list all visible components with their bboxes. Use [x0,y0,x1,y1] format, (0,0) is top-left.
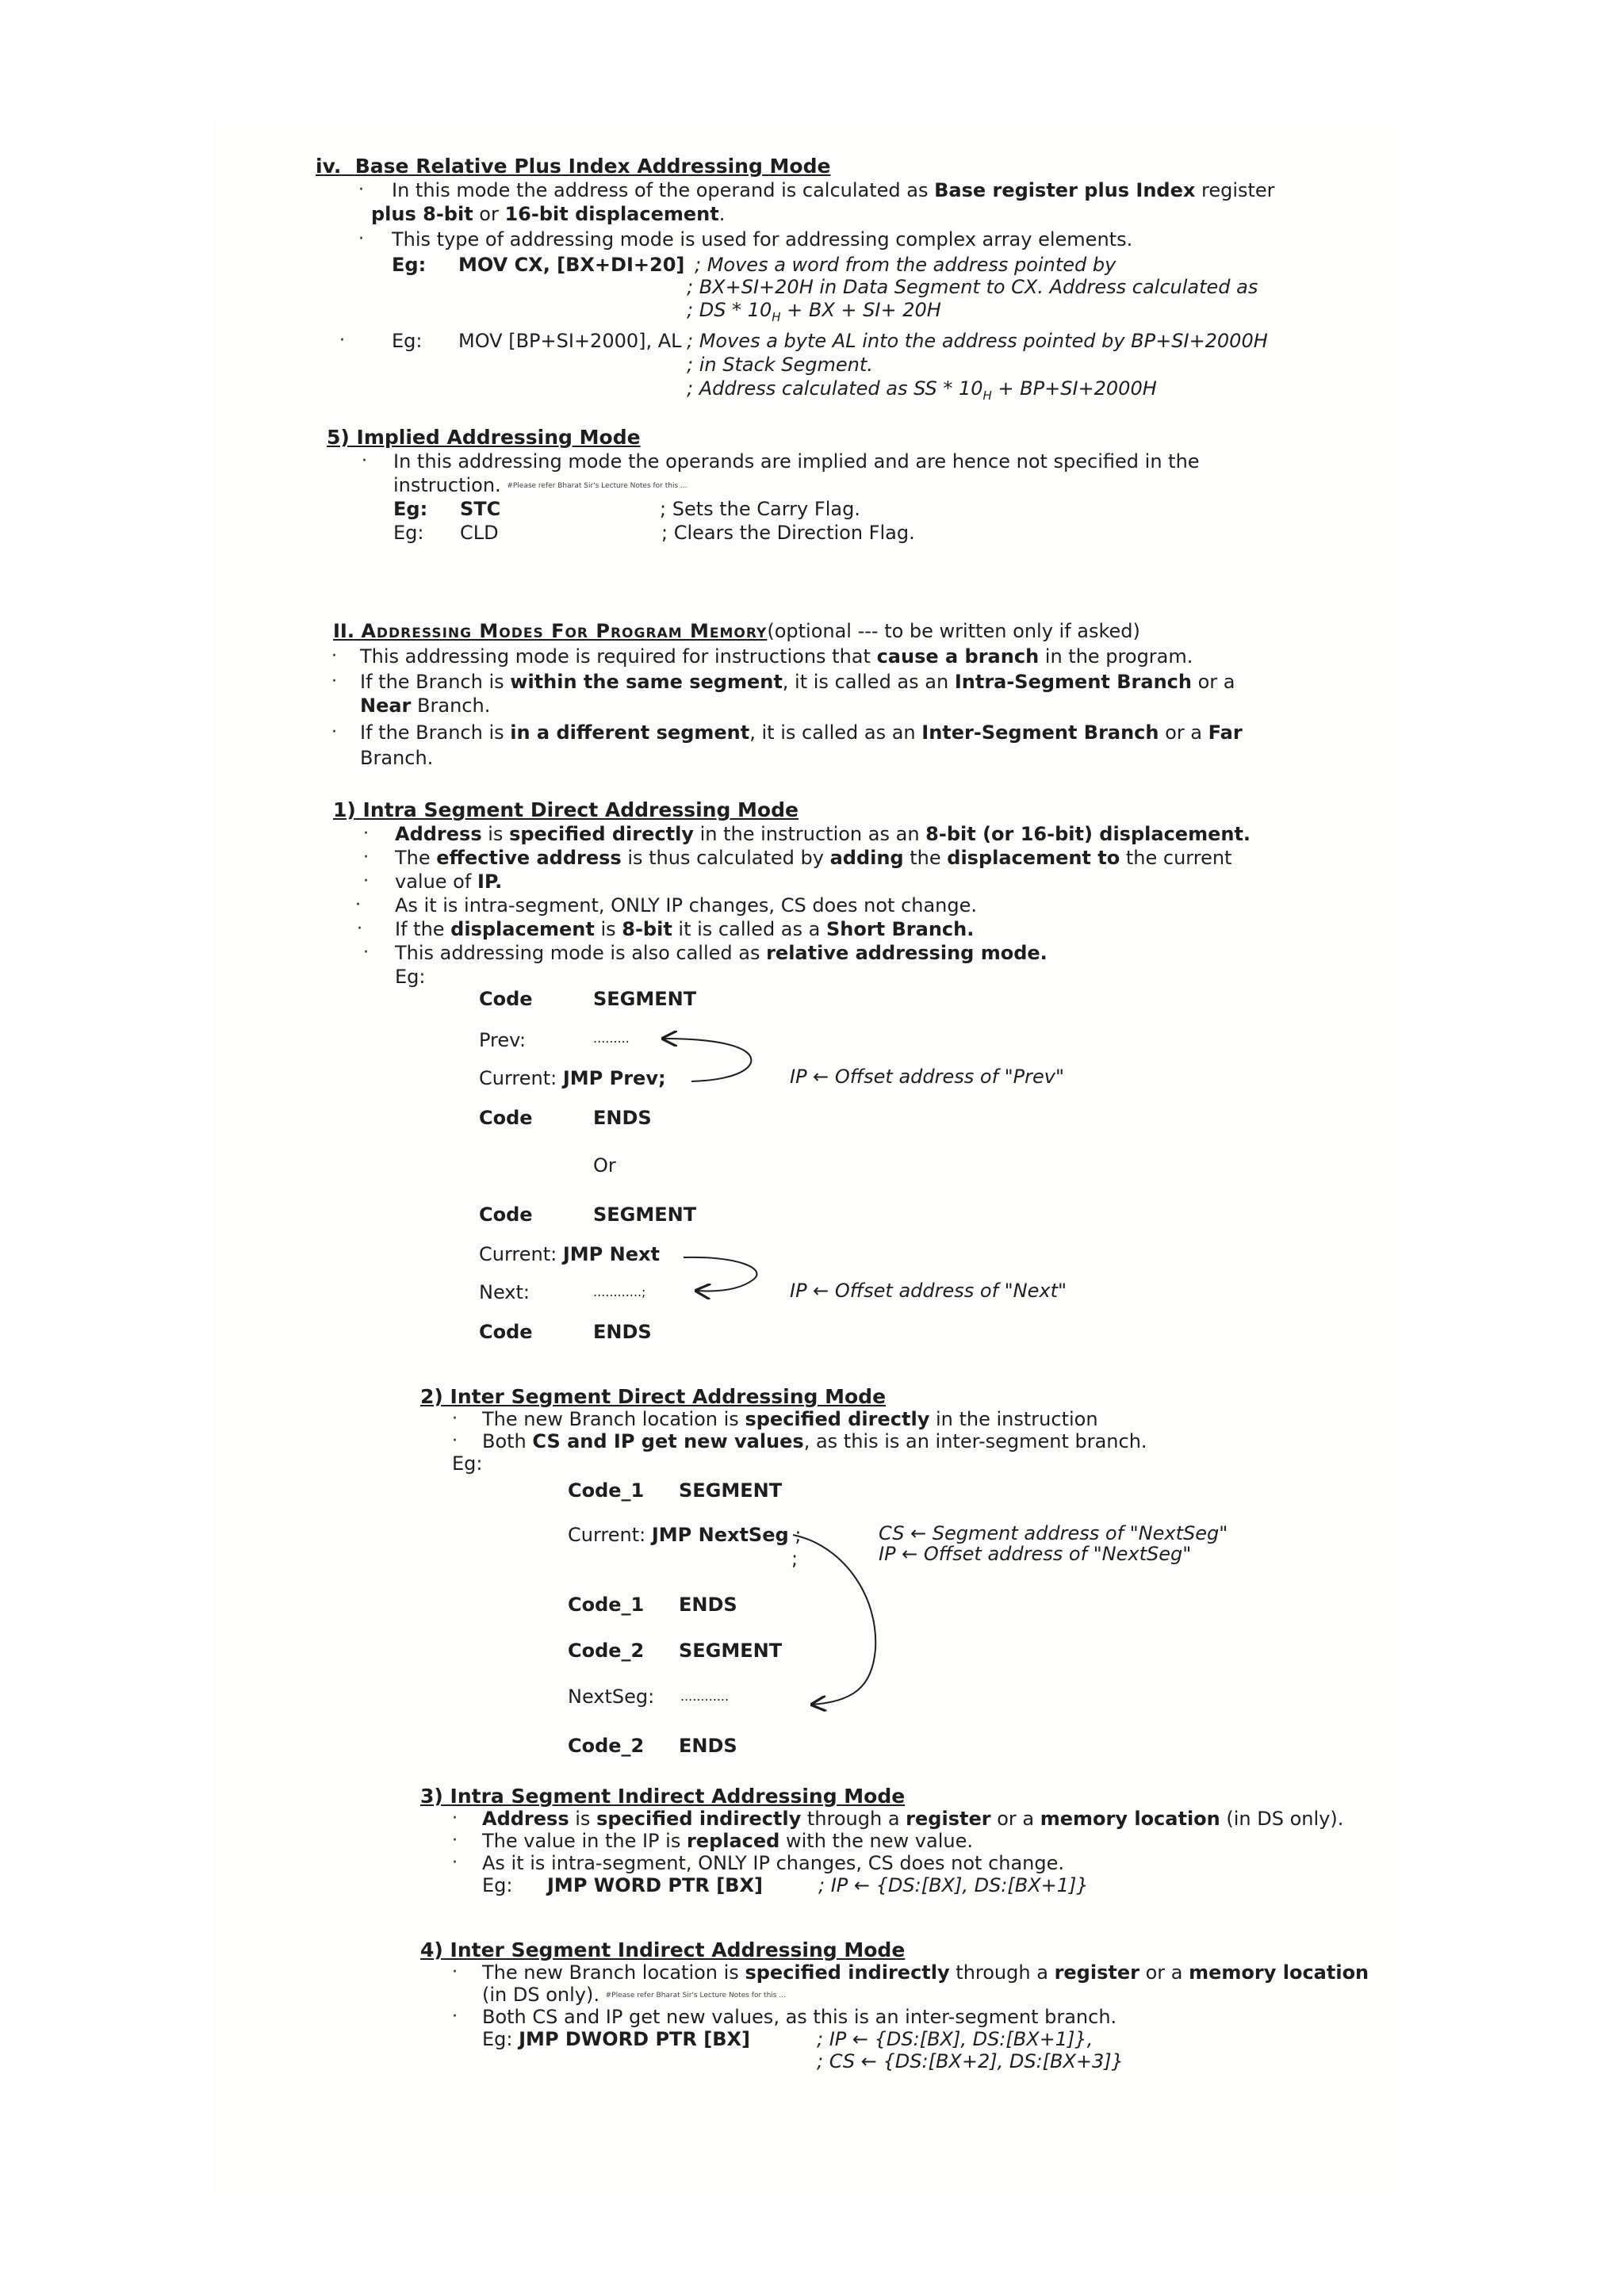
next-arrow [684,1257,756,1292]
paragraph-line: If the Branch is in a different segment, it is called as an Inter-Segment Branch or a Far [360,721,1243,744]
example-line: Eg: JMP DWORD PTR [BX] [482,2028,750,2050]
bullet: · [452,1962,458,1982]
bullet: · [363,943,369,962]
section-1-heading: 1) Intra Segment Direct Addressing Mode [333,798,799,821]
paragraph-line: Address is specified indirectly through a register or a memory location (in DS only). [482,1808,1344,1830]
example-label: Eg: [392,330,423,352]
code-keyword: SEGMENT [593,1203,697,1226]
paragraph-line: The new Branch location is specified indirectly through a register or a memory location [482,1961,1369,1984]
paragraph-line: The new Branch location is specified directly in the instruction [482,1408,1098,1430]
code-keyword: ENDS [679,1594,737,1616]
paragraph-line: In this mode the address of the operand is calculated as Base register plus Index register [392,179,1275,201]
code-comment: ; Address calculated as SS * $10_H + BP+SI+2000H$ [687,377,1157,403]
ip-annotation: IP ← Offset address of "Next" [790,1280,1067,1302]
paragraph-line: This type of addressing mode is used for addressing complex array elements. [392,228,1133,251]
code-keyword: Code [479,1321,533,1343]
example-code: CLD [460,522,499,544]
bullet: · [357,919,362,939]
bullet: · [355,895,361,915]
example-label: Eg: [395,966,426,988]
section-4-heading: 4) Inter Segment Indirect Addressing Mode [420,1938,906,1961]
section-title: Base Relative Plus Index Addressing Mode [354,155,831,178]
code-keyword: Code_2 [568,1735,645,1757]
ip-annotation: IP ← Offset address of "Prev" [790,1066,1065,1088]
bullet: · [452,2007,458,2026]
code-keyword: Code_1 [568,1479,645,1502]
code-comment: ; DS * $10_H$ + BX + SI+ 20H [687,299,941,324]
code-keyword: ENDS [679,1735,737,1757]
paragraph-line: (in DS only). #Please refer Bharat Sir's Lecture Notes for this ... [482,1984,786,2006]
code-line: Current: JMP Prev; [479,1067,666,1089]
bullet: · [363,848,369,867]
paragraph-line: This addressing mode is required for instructions that cause a branch in the program. [360,645,1193,668]
bullet: · [358,229,364,249]
bullet: · [331,646,337,666]
code-keyword: SEGMENT [679,1640,783,1662]
section-II-heading: II. Addressing Modes For Program Memory(optional --- to be written only if asked) [333,620,1140,642]
paragraph-line: If the displacement is 8-bit it is called as a Short Branch. [395,918,975,940]
section-3-heading: 3) Intra Segment Indirect Addressing Mode [420,1785,906,1808]
code-label: NextSeg: [568,1686,655,1708]
paragraph-line: This addressing mode is also called as relative addressing mode. [395,942,1048,964]
code-comment: ; IP ← {DS:[BX], DS:[BX+1]}, [817,2028,1094,2050]
example-code: MOV CX, [BX+DI+20] [458,254,685,276]
paragraph-line: In this addressing mode the operands are implied and are hence not specified in the [393,450,1200,473]
paragraph-line: The value in the IP is replaced with the new value. [482,1830,973,1852]
example-label: Eg: [393,522,424,544]
nextseg-arrow [793,1535,875,1705]
code-keyword: Code [479,988,533,1010]
code-comment: ; Clears the Direction Flag. [661,522,915,544]
paragraph-line: plus 8-bit or 16-bit displacement. [371,203,726,225]
code-semicolon: ; [791,1548,799,1570]
example-code: STC [460,498,501,520]
example-code: JMP WORD PTR [BX] [547,1874,763,1896]
example-label: Eg: [392,254,427,276]
section-5-heading: 5) Implied Addressing Mode [327,426,641,449]
paragraph-line: Near Branch. [360,695,491,717]
paragraph-line: As it is intra-segment, ONLY IP changes, CS does not change. [395,894,978,916]
cs-annotation: CS ← Segment address of "NextSeg" [879,1522,1228,1544]
bullet: · [331,722,337,742]
code-comment: ; in Stack Segment. [687,354,873,376]
bullet: · [363,824,369,844]
code-label: Prev: [479,1029,527,1051]
code-line: Current: JMP Next [479,1243,660,1265]
bullet: · [331,672,337,691]
bullet: · [452,1431,458,1451]
paragraph-line: If the Branch is within the same segment, it is called as an Intra-Segment Branch or a [360,671,1235,693]
section-number: iv. [316,155,342,178]
code-line: Current: JMP NextSeg ; [568,1524,802,1546]
paragraph-line: value of IP. [395,871,503,893]
example-label: Eg: [393,498,428,520]
code-label: Next: [479,1281,530,1303]
code-dots: ............; [593,1284,646,1299]
code-comment: ; Moves a byte AL into the address pointed by BP+SI+2000H [687,330,1268,352]
code-keyword: SEGMENT [679,1479,783,1502]
code-dots: ............ [680,1689,730,1704]
code-comment: ; IP ← {DS:[BX], DS:[BX+1]} [818,1874,1089,1896]
lecture-note: #Please refer Bharat Sir's Lecture Notes for this ... [507,482,688,490]
bullet: · [452,1808,458,1828]
paragraph-line: Both CS and IP get new values, as this is an inter-segment branch. [482,2006,1117,2028]
prev-arrow [663,1039,751,1081]
bullet: · [452,1409,458,1429]
paragraph-line: Address is specified directly in the instruction as an 8-bit (or 16-bit) displacement. [395,823,1251,845]
ip-annotation: IP ← Offset address of "NextSeg" [879,1543,1192,1565]
code-dots: ......... [593,1031,630,1046]
code-comment: ; CS ← {DS:[BX+2], DS:[BX+3]} [817,2050,1124,2072]
bullet: · [362,451,367,471]
example-label: Eg: [482,1874,513,1896]
section-2-heading: 2) Inter Segment Direct Addressing Mode [420,1385,887,1408]
bullet: · [452,1831,458,1850]
code-comment: ; Moves a word from the address pointed by [695,254,1116,276]
code-keyword: Code_1 [568,1594,645,1616]
paragraph-line: instruction. #Please refer Bharat Sir's Lecture Notes for this ... [393,474,688,496]
code-keyword: Code [479,1107,533,1129]
paragraph-line: As it is intra-segment, ONLY IP changes, CS does not change. [482,1852,1065,1874]
paragraph-line: Branch. [360,747,434,769]
bullet: · [339,331,345,350]
bullet: · [452,1853,458,1873]
paragraph-line: The effective address is thus calculated by adding the displacement to the current [395,847,1232,869]
code-keyword: SEGMENT [593,988,697,1010]
code-comment: ; BX+SI+20H in Data Segment to CX. Address calculated as [687,276,1258,298]
bullet: · [363,871,369,891]
lecture-note: #Please refer Bharat Sir's Lecture Notes for this ... [605,1992,786,1999]
example-label: Eg: [452,1452,483,1475]
code-keyword: Code [479,1203,533,1226]
bullet: · [358,180,364,200]
code-keyword: ENDS [593,1321,652,1343]
example-code: MOV [BP+SI+2000], AL [458,330,682,352]
code-keyword: Code_2 [568,1640,645,1662]
paragraph-line: Both CS and IP get new values, as this is an inter-segment branch. [482,1430,1147,1452]
code-comment: ; Sets the Carry Flag. [660,498,860,520]
or-label: Or [593,1154,616,1177]
code-keyword: ENDS [593,1107,652,1129]
